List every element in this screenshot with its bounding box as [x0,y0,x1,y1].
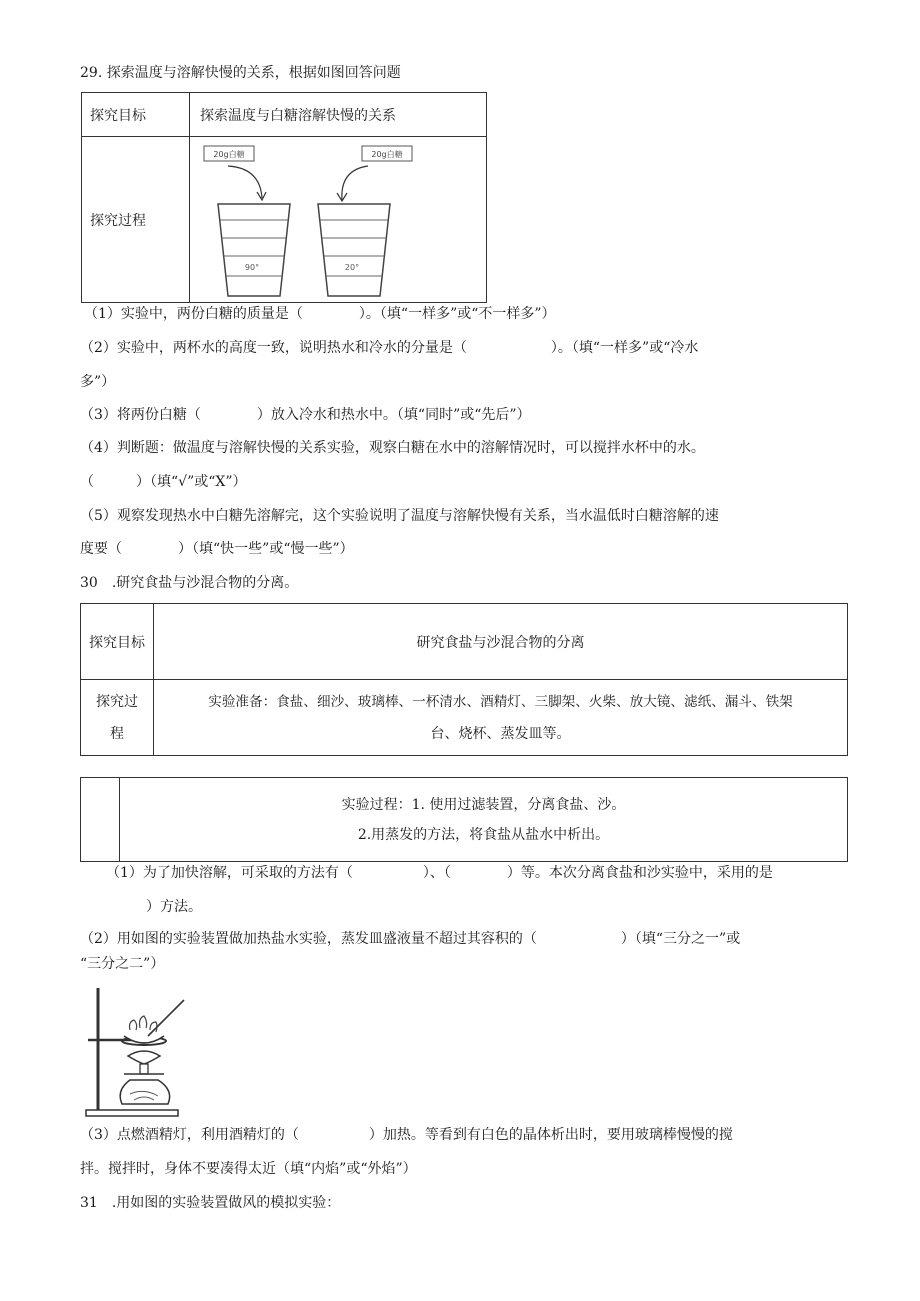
q30-item-2: （2）用如图的实验装置做加热盐水实验，蒸发皿盛液量不超过其容积的（ ）（填“三分之一”或 [80,931,741,947]
q29-item-4: （4）判断题：做温度与溶解快慢的关系实验，观察白糖在水中的溶解情况时，可以搅拌水杯中的水。 [80,440,705,456]
beaker-left [218,204,290,296]
q30-goal-value: 研究食盐与沙混合物的分离 [154,604,848,680]
evaporation-apparatus-figure [80,980,190,1120]
q29-process-label: 探究过程 [82,137,190,303]
q29-goal-label: 探究目标 [82,93,190,137]
q30-goal-label: 探究目标 [81,604,154,680]
beaker-right-temp: 20° [344,262,360,272]
q29-item-4-cont: （ ）（填“√”或“X”） [80,474,247,490]
q31-title: 31 .用如图的实验装置做风的模拟实验： [80,1195,341,1211]
q29-item-5-cont: 度要（ ）（填“快一些”或“慢一些”） [80,541,354,557]
sugar-tag-left-text: 20g白糖 [213,149,245,159]
q29-item-2-cont: 多”） [80,374,116,390]
q29-item-3: （3）将两份白糖（ ）放入冷水和热水中。（填“同时”或“先后”） [80,407,531,423]
q30-table-2 [80,777,848,862]
q30-item-1: （1）为了加快溶解，可采取的方法有（ ）、（ ）等。本次分离食盐和沙实验中，采用的是 [106,865,773,881]
steam-icon [130,1016,158,1032]
beakers-figure [190,138,486,302]
q30-item-1-cont: ）方法。 [146,899,202,915]
q30-process-steps: 实验过程：1. 使用过滤装置，分离食盐、沙。 2.用蒸发的方法，将食盐从盐水中析出。 [120,778,848,862]
arrow-left-icon [228,166,262,198]
q30-process-label: 探究过 程 [81,680,154,756]
q29-item-5: （5）观察发现热水中白糖先溶解完，这个实验说明了温度与溶解快慢有关系，当水温低时白糖溶解的速 [80,508,719,524]
q29-table [81,92,487,303]
q30-item-3: （3）点燃酒精灯，利用酒精灯的（ ）加热。等看到有白色的晶体析出时，要用玻璃棒慢慢的搅 [80,1127,733,1143]
q29-goal-value: 探索温度与白糖溶解快慢的关系 [190,93,487,137]
burner-wick [140,1064,148,1074]
q29-title: 29. 探索温度与溶解快慢的关系，根据如图回答问题 [80,65,401,81]
q30-item-3-cont: 拌。搅拌时，身体不要凑得太近（填“内焰”或“外焰”） [80,1161,417,1177]
evaporating-dish [124,1036,164,1043]
glass-rod [148,1000,184,1036]
flame-icon [128,1051,160,1064]
sugar-tag-right-text: 20g白糖 [371,149,403,159]
beaker-left-temp: 90° [244,262,260,272]
q29-process-figure [190,137,487,303]
stand-base [86,1110,178,1116]
q29-item-2: （2）实验中，两杯水的高度一致，说明热水和冷水的分量是（ ）。（填“一样多”或“冷水 [80,340,699,356]
q30-title: 30 .研究食盐与沙混合物的分离。 [80,575,299,591]
q30-item-2-cont: “三分之二”） [80,956,165,972]
beaker-right [318,204,390,296]
q29-item-1: （1）实验中，两份白糖的质量是（ ）。（填“一样多”或“不一样多”） [84,306,556,322]
q30-table-1 [80,603,848,756]
q30-materials: 实验准备：食盐、细沙、玻璃棒、一杯清水、酒精灯、三脚架、火柴、放大镜、滤纸、漏斗、铁架 台、烧杯、蒸发皿等。 [154,680,848,756]
